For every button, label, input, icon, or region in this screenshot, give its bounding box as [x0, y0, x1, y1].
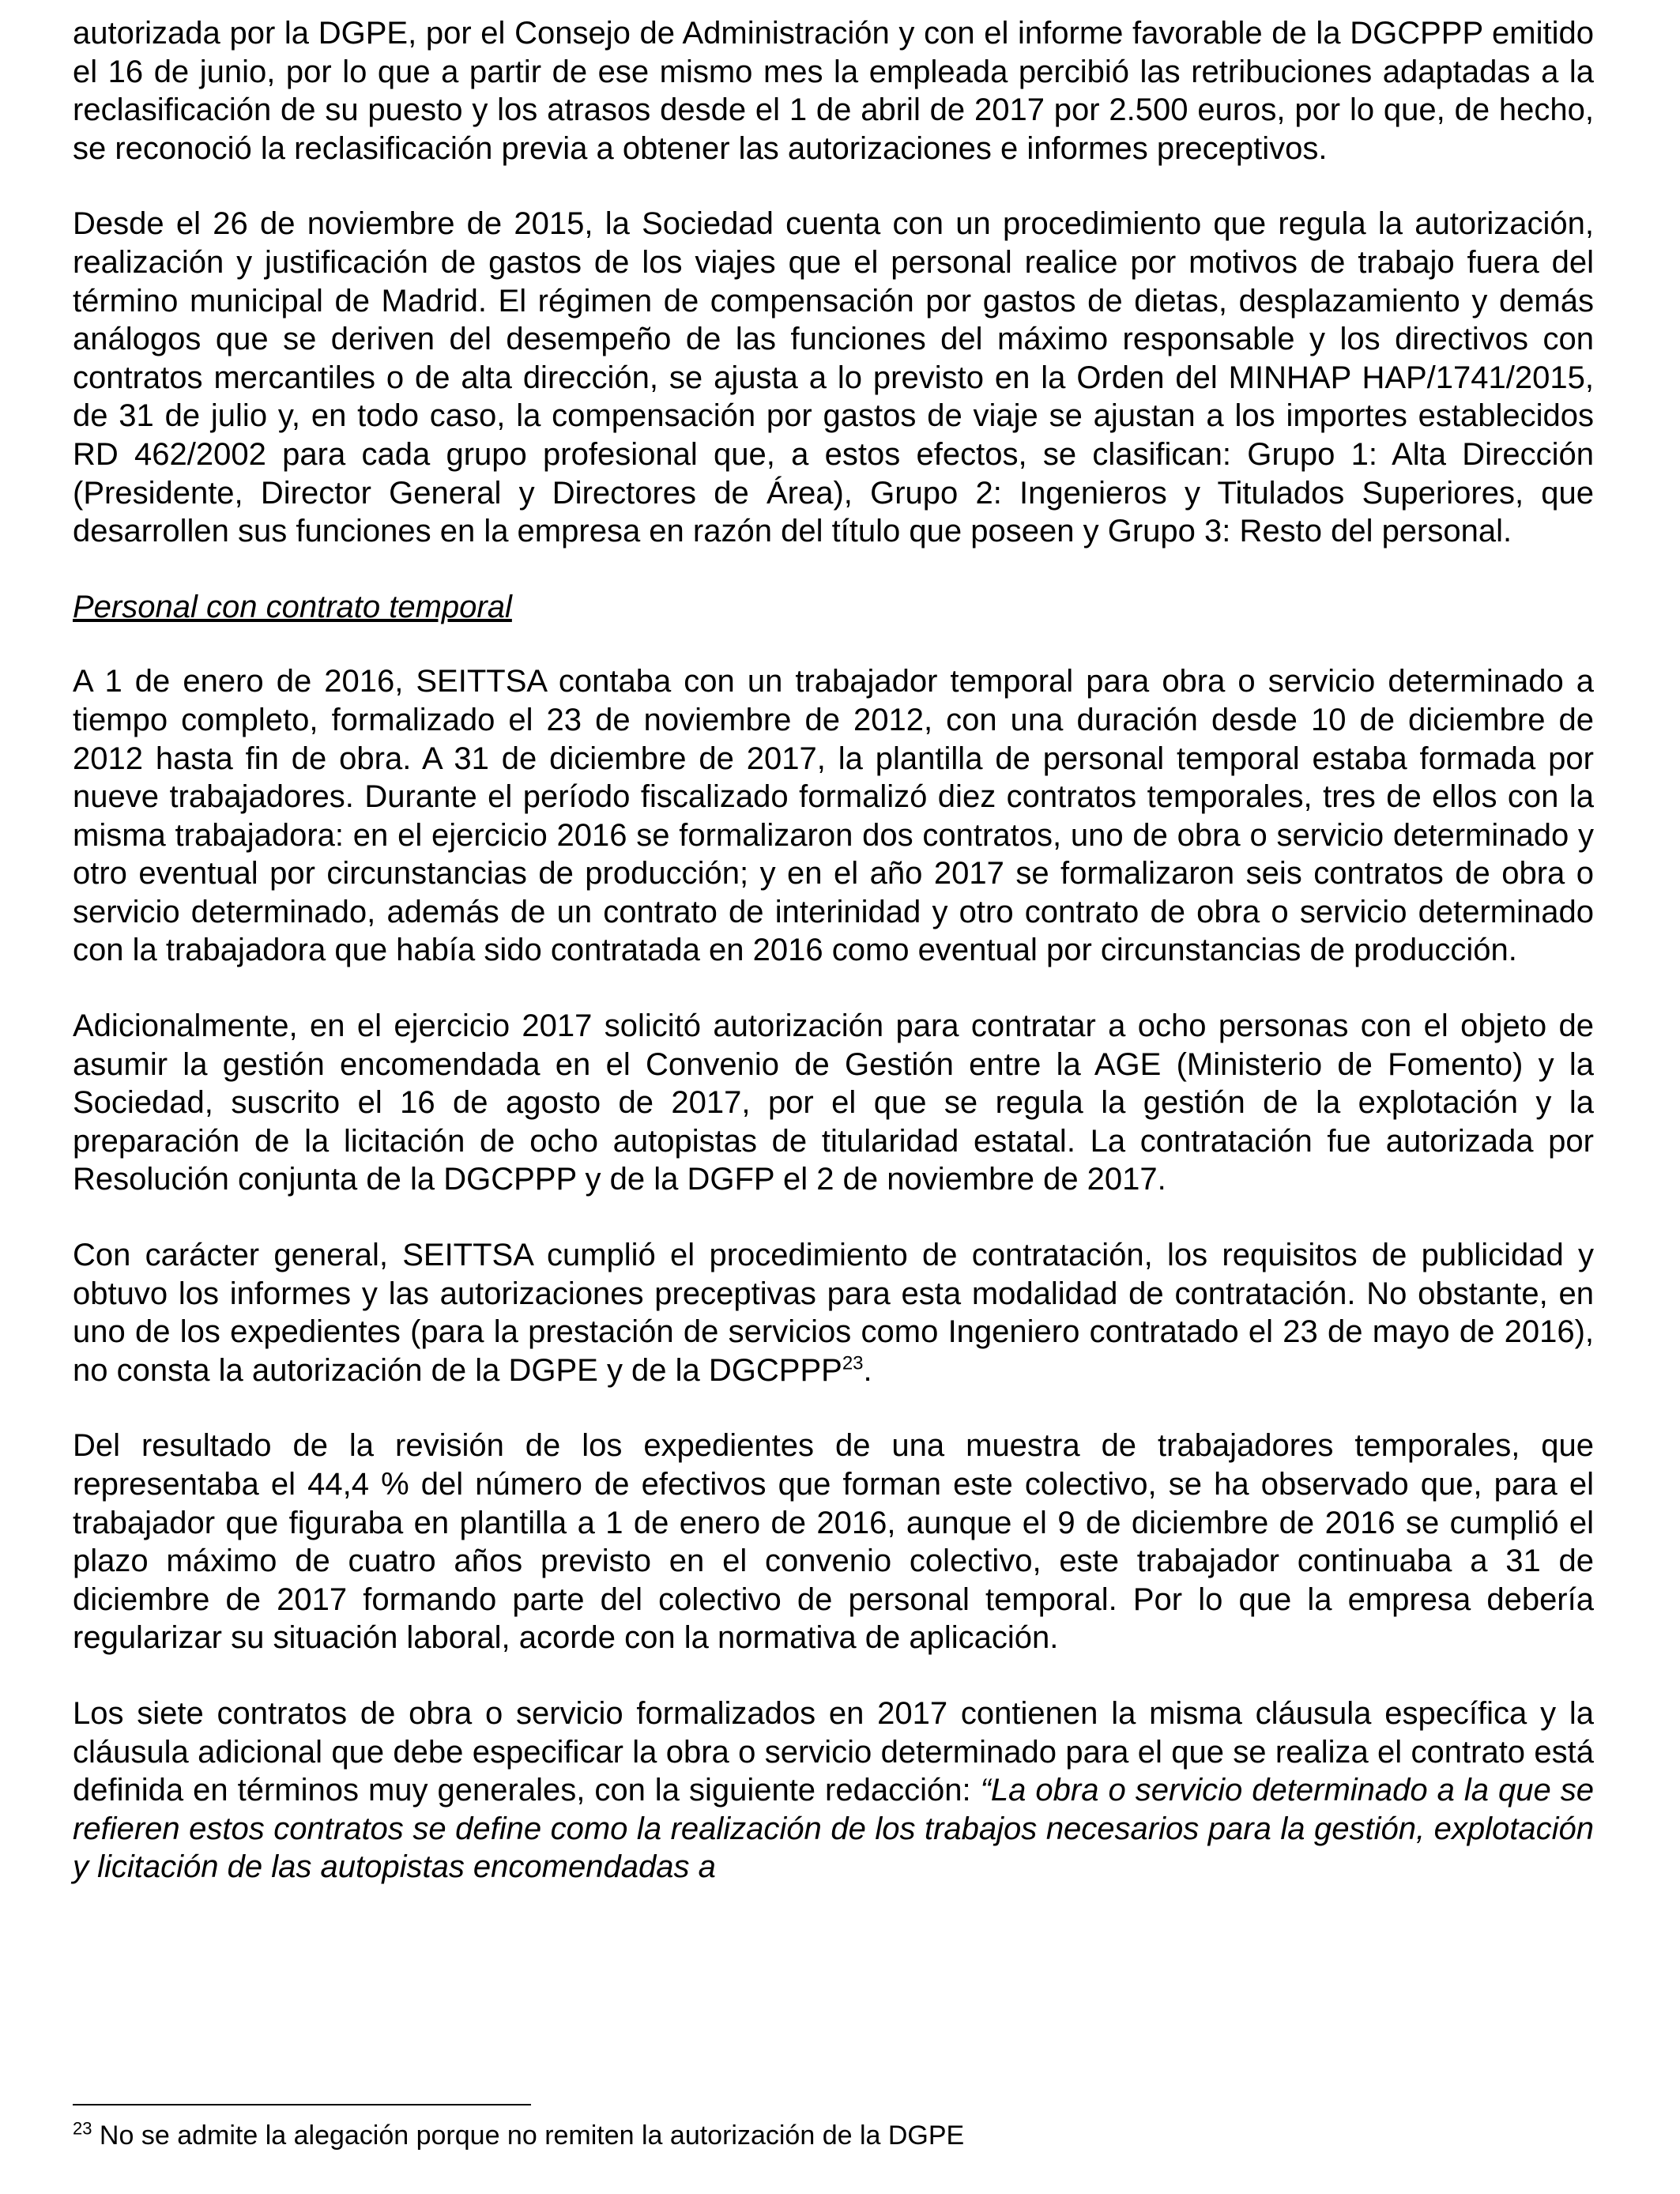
paragraph-gastos-viaje: Desde el 26 de noviembre de 2015, la Sociedad cuenta con un procedimiento que regula la autorización, realización y justificación de gastos de los viajes que el personal realice por motivos de trabajo fuera del término municipal de Madrid. El régimen de compensación por gastos de dietas, desplazamiento y demás análogos que se deriven del desempeño de las funciones del máximo responsable y los directivos con contratos mercantiles o de alta dirección, se ajusta a lo previsto en la Orden del MINHAP HAP/1741/2015, de 31 de julio y, en todo caso, la compensación por gastos de viaje se ajustan a los importes establecidos RD 462/2002 para cada grupo profesional que, a estos efectos, se clasifican: Grupo 1: Alta Dirección (Presidente, Director General y Directores de Área), Grupo 2: Ingenieros y Titulados Superiores, que desarrollen sus funciones en la empresa en razón del título que poseen y Grupo 3: Resto del personal. — [73, 206, 1594, 549]
paragraph-revision-expedientes: Del resultado de la revisión de los expedientes de una muestra de trabajadores temporales, que representaba el 44,4 % del número de efectivos que forman este colectivo, se ha observado que, para el trabajador que figuraba en plantilla a 1 de enero de 2016, aunque el 9 de diciembre de 2016 se cumplió el plazo máximo de cuatro años previsto en el convenio colectivo, este trabajador continuaba a 31 de diciembre de 2017 formando parte del colectivo de personal temporal. Por lo que la empresa debería regularizar su situación laboral, acorde con la normativa de aplicación. — [73, 1428, 1594, 1656]
paragraph-trabajador-temporal: A 1 de enero de 2016, SEITTSA contaba con un trabajador temporal para obra o servicio determinado a tiempo completo, formalizado el 23 de noviembre de 2012, con una duración desde 10 de diciembre de 2012 hasta fin de obra. A 31 de diciembre de 2017, la plantilla de personal temporal estaba formada por nueve trabajadores. Durante el período fiscalizado formalizó diez contratos temporales, tres de ellos con la misma trabajadora: en el ejercicio 2016 se formalizaron dos contratos, uno de obra o servicio determinado y otro eventual por circunstancias de producción; y en el año 2017 se formalizaron seis contratos de obra o servicio determinado, además de un contrato de interinidad y otro contrato de obra o servicio determinado con la trabajadora que había sido contratada en 2016 como eventual por circunstancias de producción. — [73, 664, 1594, 968]
italic-quote: “La obra o servicio determinado a la que se refieren estos contratos se define como la realización de los trabajos necesarios para la gestión, explotación y licitación de las autopistas encomendadas a — [73, 1773, 1594, 1885]
document-body — [73, 14, 1594, 1924]
section-heading-text: Personal con contrato temporal — [73, 589, 512, 624]
paragraph-siete-contratos — [73, 1695, 1594, 1887]
paragraph-procedimiento-end: . — [863, 1352, 872, 1388]
footnote-number: 23 — [73, 2118, 92, 2139]
footnote-divider — [73, 2104, 531, 2105]
paragraph-siete-contratos-text: Los siete contratos de obra o servicio formalizados en 2017 contienen la misma cláusula específica y la cláusula adicional que debe especificar la obra o servicio determinado para el que se realiza el contrato está definida en términos muy generales, con la siguiente redacción: — [73, 1695, 1594, 1808]
paragraph-procedimiento-contratacion — [73, 1236, 1594, 1389]
paragraph-reclasificacion: autorizada por la DGPE, por el Consejo de Administración y con el informe favorable de la DGCPPP emitido el 16 de junio, por lo que a partir de ese mismo mes la empleada percibió las retribuciones adaptadas a la reclasificación de su puesto y los atrasos desde el 1 de abril de 2017 por 2.500 euros, por lo que, de hecho, se reconoció la reclasificación previa a obtener las autorizaciones e informes preceptivos. — [73, 16, 1594, 166]
footnote-text: No se admite la alegación porque no remiten la autorización de la DGPE — [92, 2120, 965, 2151]
paragraph-procedimiento-text: Con carácter general, SEITTSA cumplió el procedimiento de contratación, los requisitos de publicidad y obtuvo los informes y las autorizaciones preceptivas para esta modalidad de contratación. No obstante, en uno de los expedientes (para la prestación de servicios como Ingeniero contratado el 23 de mayo de 2016), no consta la autorización de la DGPE y de la DGCPPP — [73, 1238, 1594, 1388]
paragraph-autorizacion-ocho-personas: Adicionalmente, en el ejercicio 2017 solicitó autorización para contratar a ocho personas con el objeto de asumir la gestión encomendada en el Convenio de Gestión entre la AGE (Ministerio de Fomento) y la Sociedad, suscrito el 16 de agosto de 2017, por el que se regula la gestión de la explotación y la preparación de la licitación de ocho autopistas de titularidad estatal. La contratación fue autorizada por Resolución conjunta de la DGCPPP y de la DGFP el 2 de noviembre de 2017. — [73, 1008, 1594, 1197]
footnote-reference: 23 — [842, 1352, 864, 1374]
footnote — [73, 2120, 964, 2151]
section-heading — [73, 588, 1594, 627]
